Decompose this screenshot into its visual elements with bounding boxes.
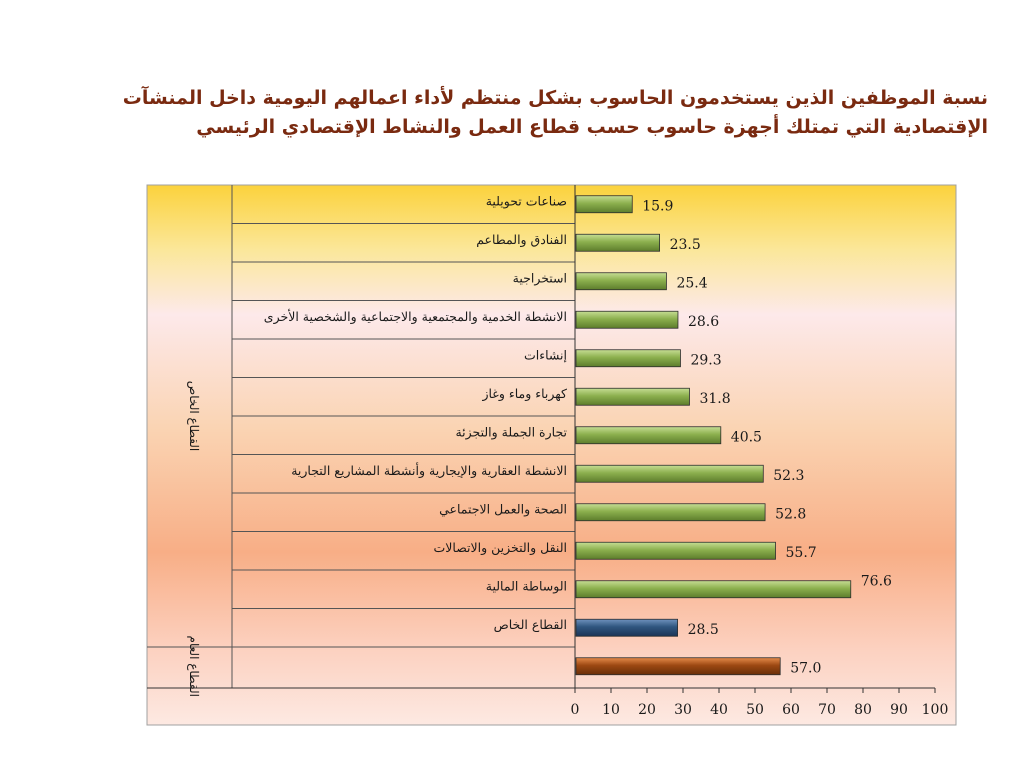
x-tick-label: 70 — [818, 702, 836, 718]
x-tick-label: 30 — [674, 702, 692, 718]
category-label: الوساطة المالية — [485, 578, 567, 594]
x-tick-label: 80 — [854, 702, 872, 718]
x-tick-label: 10 — [602, 702, 620, 718]
data-label: 15.9 — [642, 198, 674, 215]
bar — [576, 350, 680, 367]
category-label: الانشطة العقارية والإيجارية وأنشطة المشاريع التجارية — [291, 462, 567, 478]
bar — [576, 619, 678, 636]
data-label: 40.5 — [730, 429, 762, 446]
x-tick-label: 0 — [570, 702, 580, 718]
bar — [576, 273, 666, 290]
x-tick-label: 90 — [890, 702, 908, 718]
category-label: الفنادق والمطاعم — [476, 231, 567, 247]
category-label: النقل والتخزين والاتصالات — [433, 539, 567, 555]
category-label: الانشطة الخدمية والمجتمعية والاجتماعية والشخصية الأخرى — [263, 308, 567, 324]
bar — [576, 542, 776, 559]
bar — [576, 504, 765, 521]
data-label: 23.5 — [669, 236, 701, 253]
bar — [576, 196, 632, 213]
category-label: كهرباء وماء وغاز — [482, 385, 567, 401]
data-label: 76.6 — [860, 573, 892, 590]
chart-title-line-1: نسبة الموظفين الذين يستخدمون الحاسوب بشكل منتظم لأداء اعمالهم اليومية داخل المنشآت — [122, 87, 988, 109]
bar — [576, 581, 851, 598]
data-label: 57.0 — [790, 660, 822, 677]
x-tick-label: 60 — [782, 702, 800, 718]
data-label: 52.3 — [773, 467, 805, 484]
bar — [576, 388, 689, 405]
group-label: القطاع العام — [187, 635, 201, 697]
group-label: القطاع الخاص — [187, 380, 201, 452]
chart-title-line-2: الإقتصادية التي تمتلك أجهزة حاسوب حسب قطاع العمل والنشاط الإقتصادي الرئيسي — [196, 116, 988, 138]
data-label: 31.8 — [699, 390, 731, 407]
category-label: الصحة والعمل الاجتماعي — [439, 501, 567, 517]
data-label: 28.5 — [687, 621, 719, 638]
data-label: 28.6 — [687, 313, 720, 330]
category-label: صناعات تحويلية — [485, 193, 567, 209]
data-label: 52.8 — [775, 506, 807, 523]
data-label: 55.7 — [785, 544, 817, 561]
bar — [576, 234, 660, 251]
x-tick-label: 20 — [638, 702, 656, 718]
bar — [576, 427, 721, 444]
category-label: إنشاءات — [523, 347, 567, 363]
x-tick-label: 40 — [710, 702, 728, 718]
bar — [576, 658, 780, 675]
x-tick-label: 100 — [921, 702, 949, 718]
data-label: 29.3 — [690, 352, 722, 369]
category-label: القطاع الخاص — [493, 616, 567, 632]
category-label: استخراجية — [512, 270, 567, 286]
category-label: تجارة الجملة والتجزئة — [455, 424, 567, 440]
bar — [576, 311, 678, 328]
bar — [576, 465, 763, 482]
data-label: 25.4 — [676, 275, 708, 292]
x-tick-label: 50 — [746, 702, 764, 718]
